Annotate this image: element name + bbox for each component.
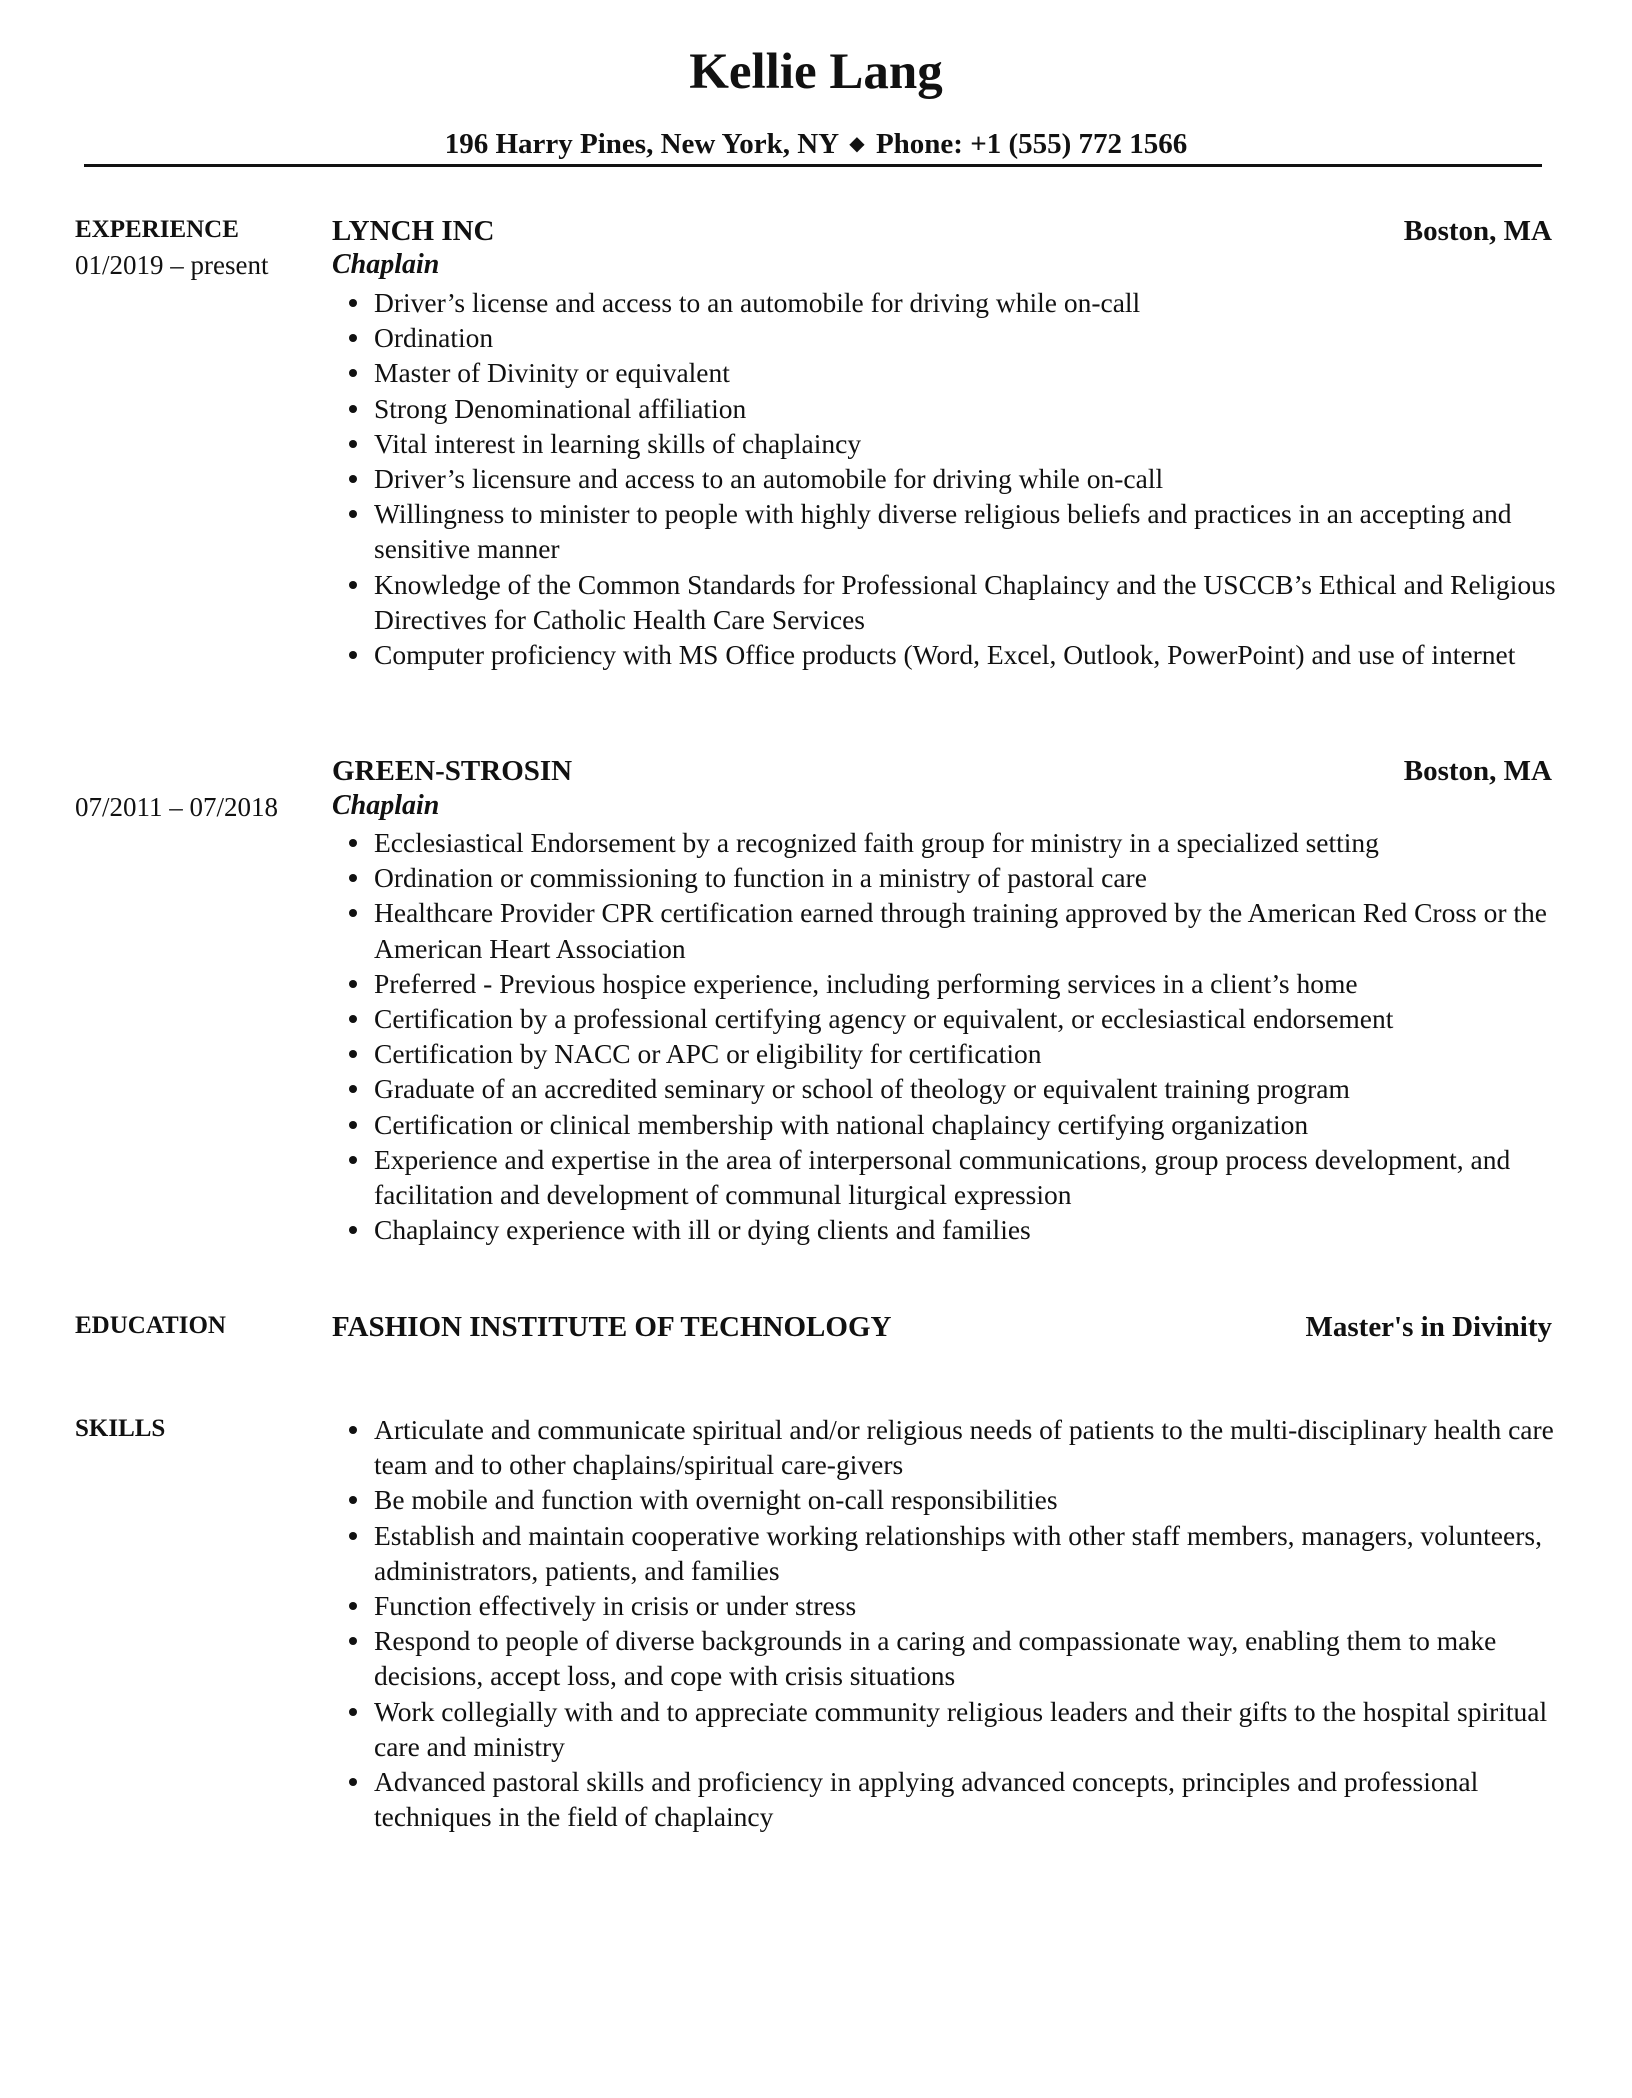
candidate-name: Kellie Lang — [689, 44, 943, 100]
list-item: Strong Denominational affiliation — [332, 391, 1562, 426]
job-role: Chaplain — [332, 790, 440, 821]
list-item: Articulate and communicate spiritual and/or religious needs of patients to the multi-disciplinary health care team and to other chaplains/spiritual care-givers — [332, 1412, 1562, 1482]
list-item: Respond to people of diverse backgrounds in a caring and compassionate way, enabling them to make decisions, accept loss, and cope with crisis situations — [332, 1623, 1562, 1693]
job-location: Boston, MA — [1403, 215, 1552, 247]
list-item: Driver’s license and access to an automobile for driving while on-call — [332, 285, 1562, 320]
job-date: 07/2011 – 07/2018 — [75, 792, 279, 822]
list-item: Healthcare Provider CPR certification earned through training approved by the American Red Cross or the American Heart Association — [332, 895, 1562, 965]
list-item: Chaplaincy experience with ill or dying clients and families — [332, 1212, 1562, 1247]
list-item: Be mobile and function with overnight on-call responsibilities — [332, 1482, 1562, 1517]
section-label-skills: SKILLS — [75, 1415, 166, 1442]
list-item: Preferred - Previous hospice experience, including performing services in a client’s home — [332, 966, 1562, 1001]
list-item: Ecclesiastical Endorsement by a recognized faith group for ministry in a specialized setting — [332, 825, 1562, 860]
list-item: Master of Divinity or equivalent — [332, 355, 1562, 390]
header-divider — [84, 164, 1542, 167]
list-item: Certification or clinical membership with national chaplaincy certifying organization — [332, 1107, 1562, 1142]
list-item: Graduate of an accredited seminary or school of theology or equivalent training program — [332, 1071, 1562, 1106]
job-company: GREEN-STROSIN — [332, 755, 573, 787]
resume-header — [0, 0, 1632, 170]
list-item: Experience and expertise in the area of interpersonal communications, group process development, and facilitation and development of communal liturgical expression — [332, 1142, 1562, 1212]
list-item: Willingness to minister to people with highly diverse religious beliefs and practices in an accepting and sensitive manner — [332, 496, 1562, 566]
address: 196 Harry Pines, New York, NY — [444, 128, 839, 160]
list-item: Ordination or commissioning to function in a ministry of pastoral care — [332, 860, 1562, 895]
education-degree: Master's in Divinity — [1305, 1311, 1552, 1343]
list-item: Work collegially with and to appreciate community religious leaders and their gifts to the hospital spiritual care and ministry — [332, 1694, 1562, 1764]
job-bullets — [332, 285, 1562, 672]
list-item: Establish and maintain cooperative working relationships with other staff members, managers, volunteers, administrators, patients, and families — [332, 1518, 1562, 1588]
list-item: Computer proficiency with MS Office products (Word, Excel, Outlook, PowerPoint) and use of internet — [332, 637, 1562, 672]
section-label-education: EDUCATION — [75, 1312, 226, 1339]
job-date: 01/2019 – present — [75, 250, 269, 280]
diamond-separator-icon: ◆ — [849, 133, 865, 155]
list-item: Function effectively in crisis or under stress — [332, 1588, 1562, 1623]
section-label-experience: EXPERIENCE — [75, 216, 239, 243]
phone: Phone: +1 (555) 772 1566 — [875, 128, 1188, 160]
list-item: Vital interest in learning skills of chaplaincy — [332, 426, 1562, 461]
contact-line — [0, 126, 1632, 162]
list-item: Driver’s licensure and access to an automobile for driving while on-call — [332, 461, 1562, 496]
job-company: LYNCH INC — [332, 215, 495, 247]
education-school: FASHION INSTITUTE OF TECHNOLOGY — [332, 1311, 892, 1343]
skills-bullets — [332, 1412, 1562, 1834]
job-bullets — [332, 825, 1562, 1247]
list-item: Certification by NACC or APC or eligibility for certification — [332, 1036, 1562, 1071]
list-item: Certification by a professional certifying agency or equivalent, or ecclesiastical endorsement — [332, 1001, 1562, 1036]
list-item: Advanced pastoral skills and proficiency in applying advanced concepts, principles and professional techniques in the field of chaplaincy — [332, 1764, 1562, 1834]
job-role: Chaplain — [332, 249, 440, 280]
list-item: Ordination — [332, 320, 1562, 355]
job-location: Boston, MA — [1403, 755, 1552, 787]
list-item: Knowledge of the Common Standards for Professional Chaplaincy and the USCCB’s Ethical and Religious Directives for Catholic Health Care Services — [332, 567, 1562, 637]
